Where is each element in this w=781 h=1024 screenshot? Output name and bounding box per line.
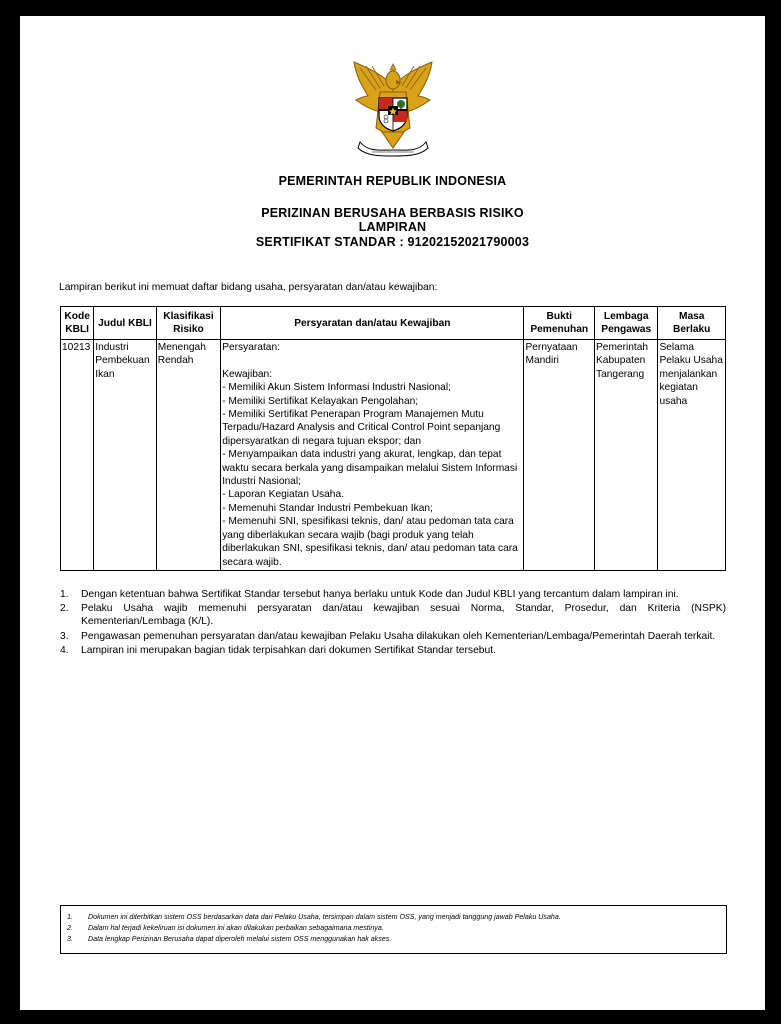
document-page bbox=[20, 16, 765, 1010]
cell-bukti: Pernyataan Mandiri bbox=[524, 340, 595, 571]
garuda-emblem-icon bbox=[346, 56, 440, 162]
document-subtitle: LAMPIRAN bbox=[358, 220, 427, 234]
cell-persyaratan: Persyaratan: Kewajiban: - Memiliki Akun Sistem Informasi Industri Nasional; - Memiliki Sertifikat Kelayakan Pengolahan; - Memiliki Sertifikat Penerapan Program Manajemen Mutu Terpadu/Hazard Analysis and Critical Control Point sepanjang dipersyaratkan di negara tujuan ekspor; dan - Menyampaikan data industri yang akurat, lengkap, dan tepat waktu secara berkala yang disampaikan melalui Sistem Informasi Industri Nasional; - Laporan Kegiatan Usaha. - Memenuhi Standar Industri Pembekuan Ikan; - Memenuhi SNI, spesifikasi teknis, dan/ atau pedoman tata cara yang diberlakukan secara wajib (bagi produk yang telah diberlakukan SNI, spesifikasi teknis, dan/ atau pedoman tata cara secara wajib. bbox=[221, 340, 524, 571]
cell-kode: 10213 bbox=[61, 340, 94, 571]
document-frame bbox=[6, 6, 775, 1018]
cell-masa: Selama Pelaku Usaha menjalankan kegiatan usaha bbox=[658, 340, 726, 571]
footer-item: 2. Dalam hal terjadi kekeliruan isi dokumen ini akan dilakukan perbaikan sebagaimana mestinya. bbox=[67, 924, 384, 932]
cell-lembaga: Pemerintah Kabupaten Tangerang bbox=[594, 340, 657, 571]
document-title: PERIZINAN BERUSAHA BERBASIS RISIKO bbox=[261, 206, 524, 220]
intro-text: Lampiran berikut ini memuat daftar bidang usaha, persyaratan dan/atau kewajiban: bbox=[59, 282, 438, 293]
notes-list bbox=[60, 588, 726, 658]
table-row bbox=[61, 340, 726, 571]
list-item: 4. Lampiran ini merupakan bagian tidak terpisahkan dari dokumen Sertifikat Standar tersebut. bbox=[60, 644, 496, 656]
footer-item: 1. Dokumen ini diterbitkan sistem OSS berdasarkan data dari Pelaku Usaha, tersimpan dalam sistem OSS, yang menjadi tanggung jawab Pelaku Usaha. bbox=[67, 913, 561, 921]
certificate-number: SERTIFIKAT STANDAR : 91202152021790003 bbox=[255, 235, 530, 249]
header-persyaratan: Persyaratan dan/atau Kewajiban bbox=[221, 307, 524, 340]
header-lembaga-pengawas: Lembaga Pengawas bbox=[594, 307, 657, 340]
header-bukti-pemenuhan: Bukti Pemenuhan bbox=[524, 307, 595, 340]
table-header-row bbox=[61, 307, 726, 340]
header-masa-berlaku: Masa Berlaku bbox=[658, 307, 726, 340]
header-judul-kbli: Judul KBLI bbox=[94, 307, 156, 340]
government-heading: PEMERINTAH REPUBLIK INDONESIA bbox=[278, 174, 507, 188]
footer-item: 3. Data lengkap Perizinan Berusaha dapat diperoleh melalui sistem OSS menggunakan hak akses. bbox=[67, 935, 392, 943]
list-item: 2. Pelaku Usaha wajib memenuhi persyaratan dan/atau kewajiban sesuai Norma, Standar, Prosedur, dan Kriteria (NSPK) Kementerian/Lembaga (K/L). bbox=[60, 603, 726, 628]
footer-disclaimer bbox=[60, 905, 727, 954]
kbli-table bbox=[60, 306, 726, 571]
header-kode-kbli: Kode KBLI bbox=[61, 307, 94, 340]
header-klasifikasi-risiko: Klasifikasi Risiko bbox=[156, 307, 220, 340]
list-item: 3. Pengawasan pemenuhan persyaratan dan/atau kewajiban Pelaku Usaha dilakukan oleh Kementerian/Lembaga/Pemerintah Daerah terkait. bbox=[60, 630, 716, 642]
cell-judul: Industri Pembekuan Ikan bbox=[94, 340, 156, 571]
list-item: 1. Dengan ketentuan bahwa Sertifikat Standar tersebut hanya berlaku untuk Kode dan Judul KBLI yang tercantum dalam lampiran ini. bbox=[60, 589, 679, 600]
cell-risiko: Menengah Rendah bbox=[156, 340, 220, 571]
